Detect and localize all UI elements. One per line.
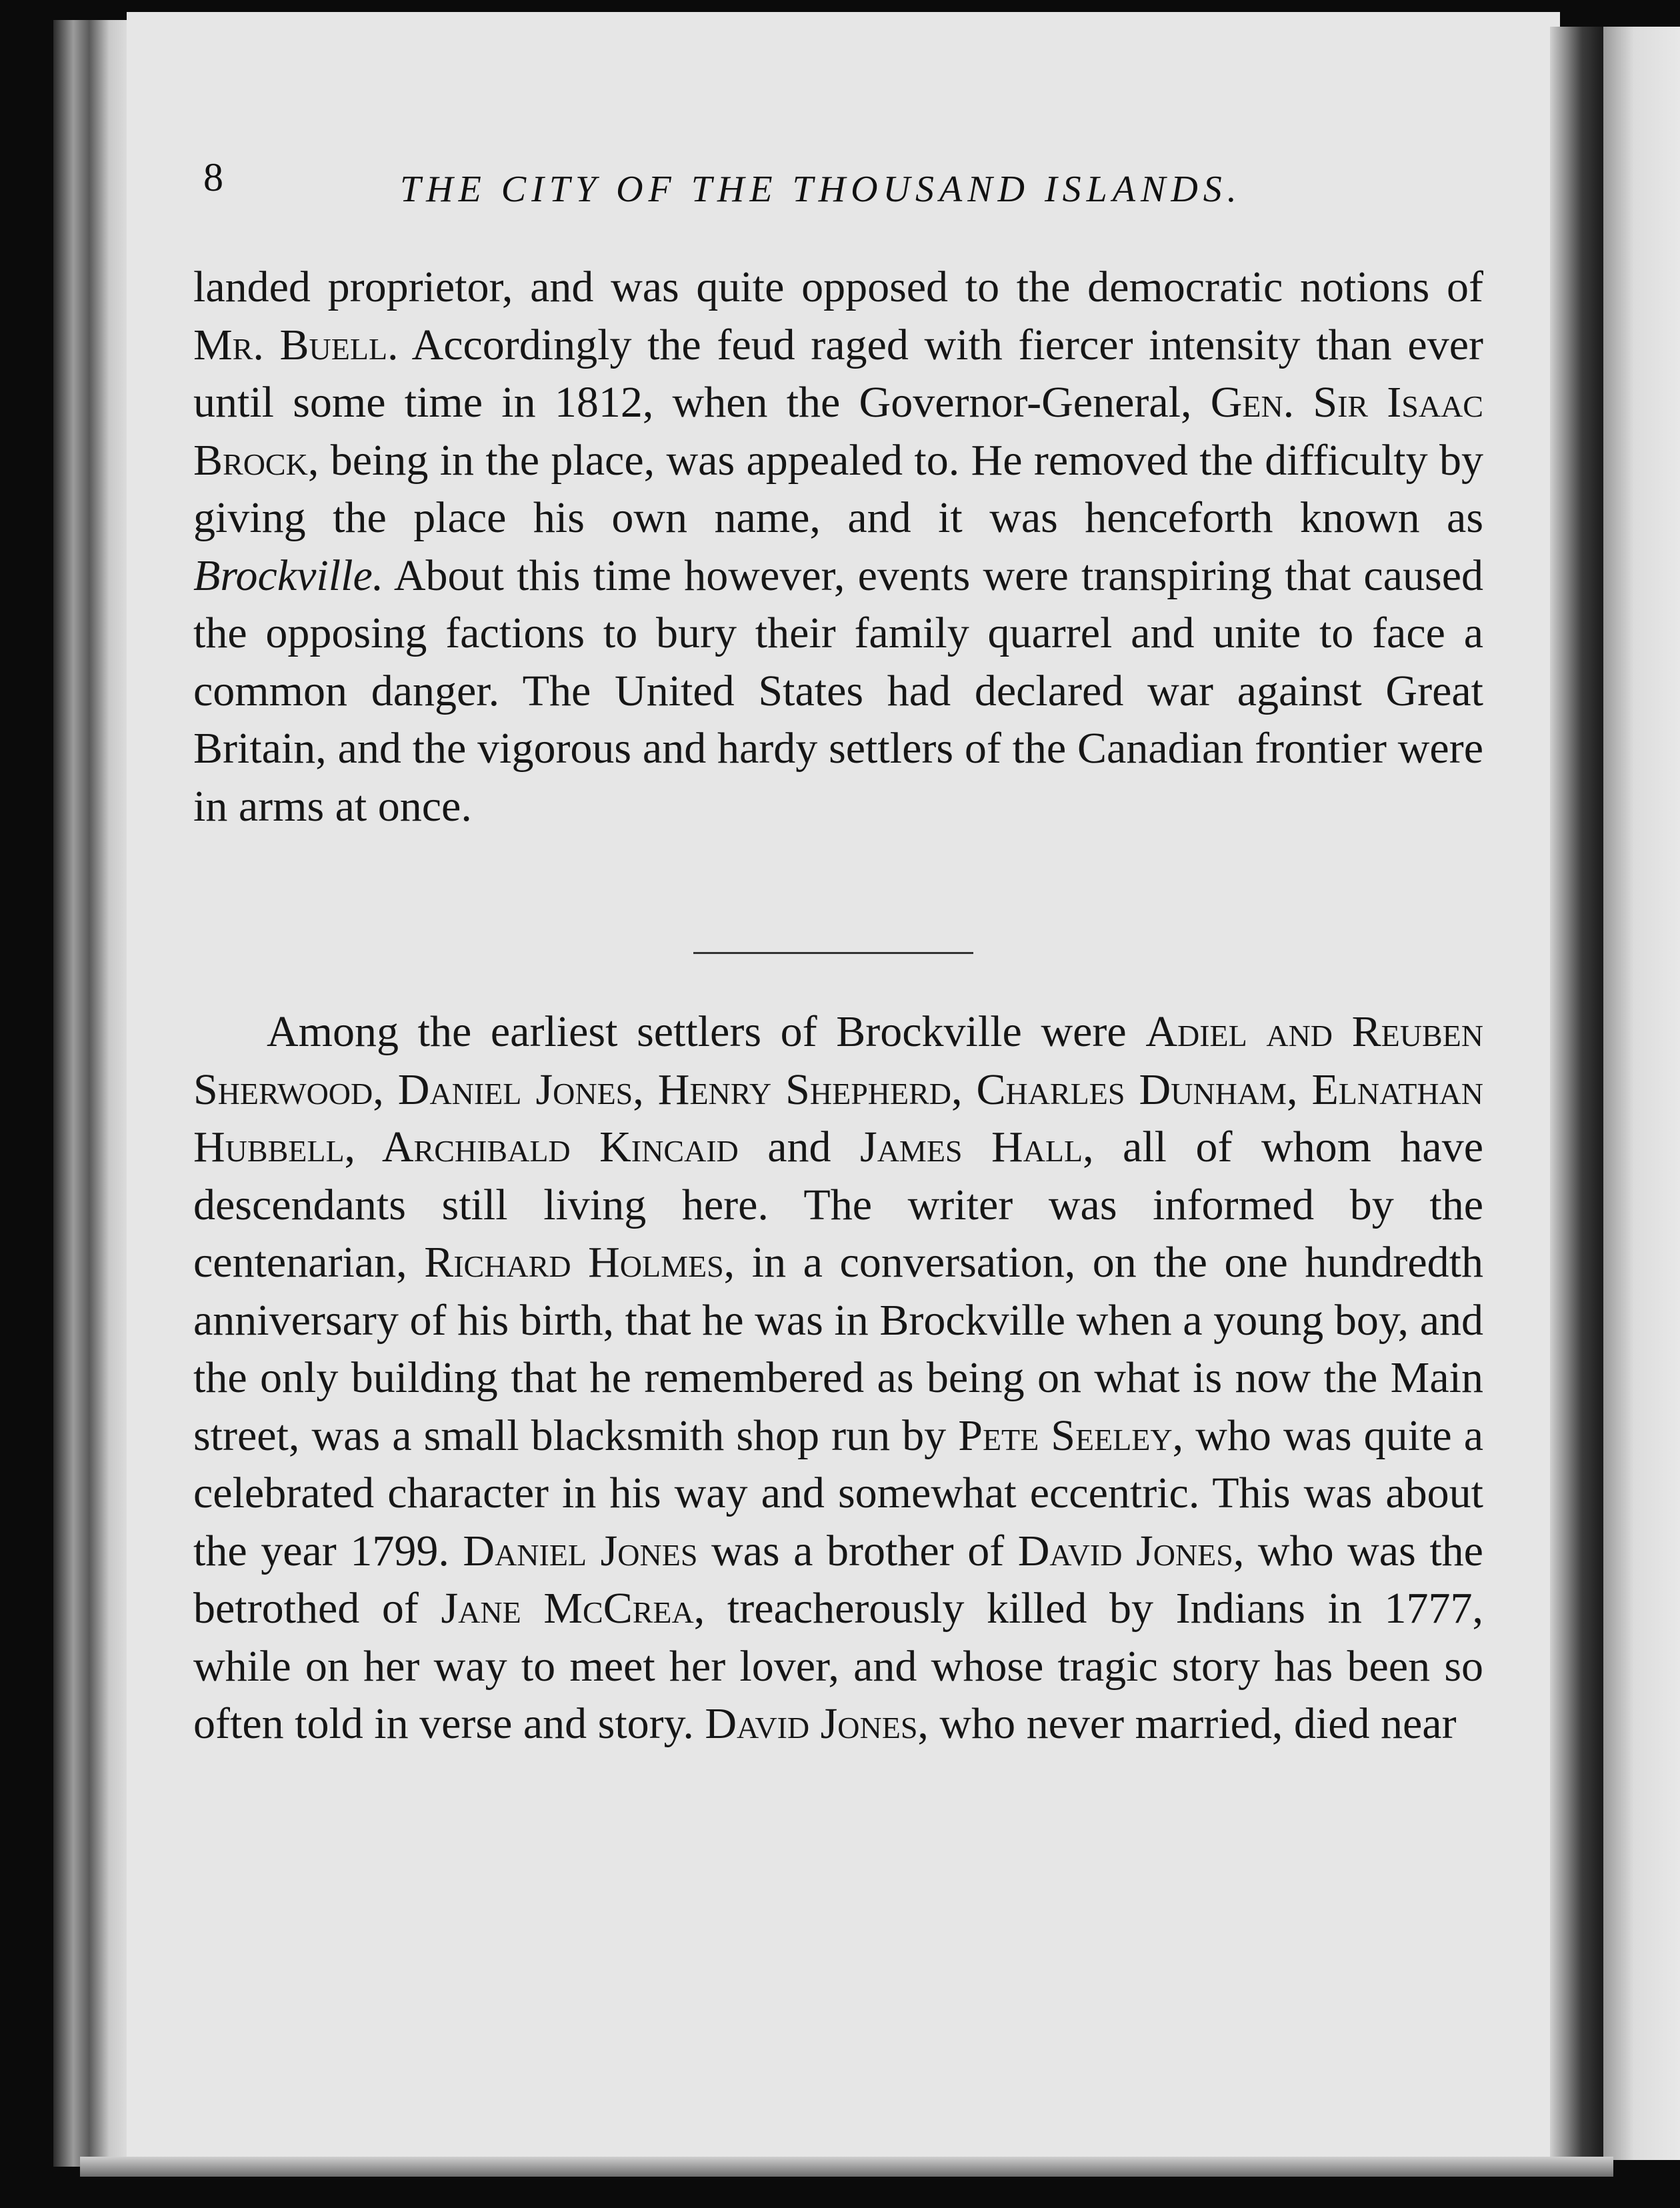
text-run: who never married, died near bbox=[928, 1699, 1457, 1748]
text-run: Accordingly the feud raged with fiercer intensity than ever until some time in 1812, when the Governor-General, bbox=[193, 320, 1484, 427]
book-gutter-shadow bbox=[1550, 27, 1603, 2160]
text-run: treacherously killed by Indians in 1777, while on her way to meet her lover, and whose tragic story has been so often told in verse and story. bbox=[193, 1584, 1483, 1748]
name-jane-mccrea: Jane McCrea, bbox=[441, 1584, 705, 1633]
text-run: who was quite a celebrated character in his way and somewhat eccentric. This was about the year 1799. bbox=[193, 1411, 1484, 1575]
brockville-italic: Brockville. bbox=[193, 551, 384, 600]
text-run: who was the betrothed of bbox=[193, 1526, 1483, 1633]
running-title: THE CITY OF THE THOUSAND ISLANDS. bbox=[400, 169, 1242, 210]
paragraph-2 bbox=[193, 1003, 1483, 1753]
text-run: being in the place, was appealed to. He removed the difficulty by giving the place his own name, and it was henceforth known as bbox=[193, 435, 1483, 542]
text-run: landed proprietor, and was quite opposed to the democratic notions of bbox=[193, 263, 1483, 311]
text-run: was a brother of bbox=[697, 1526, 1018, 1575]
name-pete-seeley: Pete Seeley, bbox=[958, 1411, 1184, 1460]
name-david-jones: David Jones, bbox=[705, 1699, 929, 1748]
text-run: in a conversation, on the one hundredth anniversary of his birth, that he was in Brockville when a young boy, and the only building that he remembered as being on what is now the Main street, was a small blacksmith shop run by bbox=[193, 1238, 1483, 1460]
text-run: Among the earliest settlers of Brockville were bbox=[267, 1007, 1146, 1056]
section-divider bbox=[693, 952, 973, 954]
paragraph-1 bbox=[193, 259, 1483, 835]
name-daniel-jones: Daniel Jones bbox=[463, 1526, 698, 1575]
book-bottom-edge bbox=[80, 2157, 1613, 2177]
book-left-edge bbox=[53, 20, 133, 2167]
facing-page-edge bbox=[1603, 27, 1680, 2160]
text-run: and bbox=[738, 1123, 861, 1171]
name-david-jones: David Jones, bbox=[1017, 1526, 1245, 1575]
name-james-hall: James Hall, bbox=[860, 1123, 1094, 1171]
name-gen-brock: Gen. Sir Isaac Brock, bbox=[193, 378, 1483, 485]
name-richard-holmes: Richard Holmes, bbox=[424, 1238, 735, 1287]
text-run: About this time however, events were transpiring that caused the opposing factions to bury their family quarrel and unite to face a common danger. The United States had declared war against Great Britain, and the vigorous and hardy settlers of the Canadian frontier were in arms at once. bbox=[193, 551, 1483, 831]
page-number: 8 bbox=[203, 155, 223, 199]
text-run: all of whom have descendants still living here. The writer was informed by the centenarian, bbox=[193, 1123, 1484, 1287]
names-settlers: Adiel and Reuben Sherwood, Daniel Jones, Henry Shepherd, Charles Dunham, Elnathan Hubbell, Archibald Kincaid bbox=[193, 1007, 1483, 1171]
name-mr-buell: Mr. Buell. bbox=[193, 320, 399, 369]
